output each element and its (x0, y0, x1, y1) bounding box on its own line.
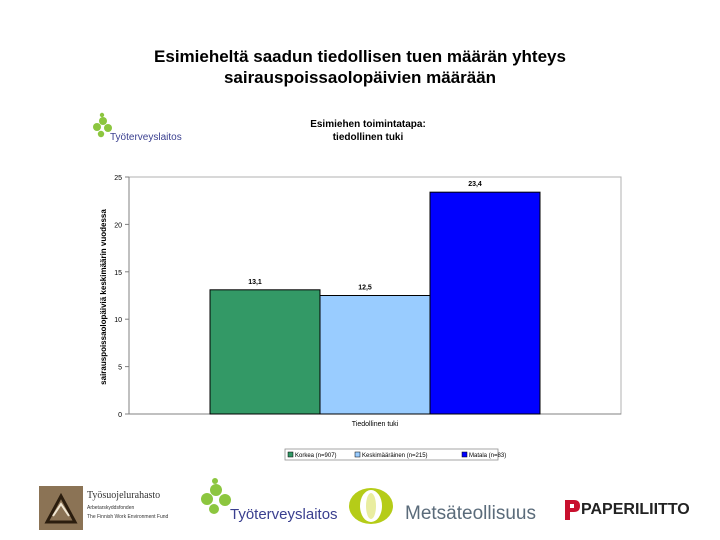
legend-label: Matala (n=83) (469, 453, 507, 459)
legend (285, 449, 506, 460)
tyoterveyslaitos-logo-text: Työterveyslaitos (230, 506, 338, 523)
tyosuojelurahasto-sub-2: The Finnish Work Environment Fund (87, 514, 169, 520)
y-tick-label: 15 (114, 269, 122, 277)
y-ticks-group (114, 175, 129, 419)
tyosuojelurahasto-logo (39, 486, 174, 530)
tyosuojelurahasto-sub-1: Arbetarskyddsfonden (87, 505, 135, 511)
tyosuojelurahasto-emblem-icon (39, 486, 83, 530)
legend-swatch (462, 452, 467, 457)
legend-swatch (355, 452, 360, 457)
legend-label: Korkea (n=907) (295, 453, 337, 459)
paperiliitto-logo-text: PAPERILIITTO (581, 501, 690, 518)
y-tick-label: 10 (114, 317, 122, 325)
y-axis-label: sairauspoissaolopäiviä keskimäärin vuodessa (99, 209, 108, 385)
paperiliitto-logo (562, 498, 690, 524)
bar (210, 290, 320, 414)
bar-value-label: 13,1 (248, 278, 262, 286)
tyoterveyslaitos-logo (200, 478, 345, 528)
y-tick-label: 0 (118, 412, 122, 419)
metsateollisuus-emblem-icon (347, 486, 395, 526)
x-axis-label: Tiedollinen tuki (351, 421, 399, 428)
legend-swatch (288, 452, 293, 457)
bar-value-label: 23,4 (468, 181, 482, 189)
bar (430, 192, 540, 414)
tyoterveyslaitos-logo-text-small: Työterveyslaitos (110, 132, 182, 143)
slide-title-line-2: sairauspoissaolopäivien määrään (223, 68, 497, 87)
metsateollisuus-logo-text: Metsäteollisuus (405, 503, 536, 524)
chart-title-line-2: tiedollinen tuki (332, 132, 404, 143)
bar (320, 296, 430, 415)
y-tick-label: 5 (118, 364, 122, 372)
tyosuojelurahasto-name: Työsuojelurahasto (87, 490, 161, 501)
chart-title-line-1: Esimiehen toimintatapa: (310, 119, 426, 130)
slide-title-line-1: Esimieheltä saadun tiedollisen tuen määrän yhteys (154, 47, 566, 66)
paperiliitto-emblem-icon (562, 498, 582, 522)
metsateollisuus-logo (347, 486, 557, 526)
bar-value-label: 12,5 (358, 284, 372, 292)
y-tick-label: 20 (114, 222, 122, 230)
y-tick-label: 25 (114, 175, 122, 182)
legend-label: Keskimääräinen (n=215) (362, 453, 428, 459)
